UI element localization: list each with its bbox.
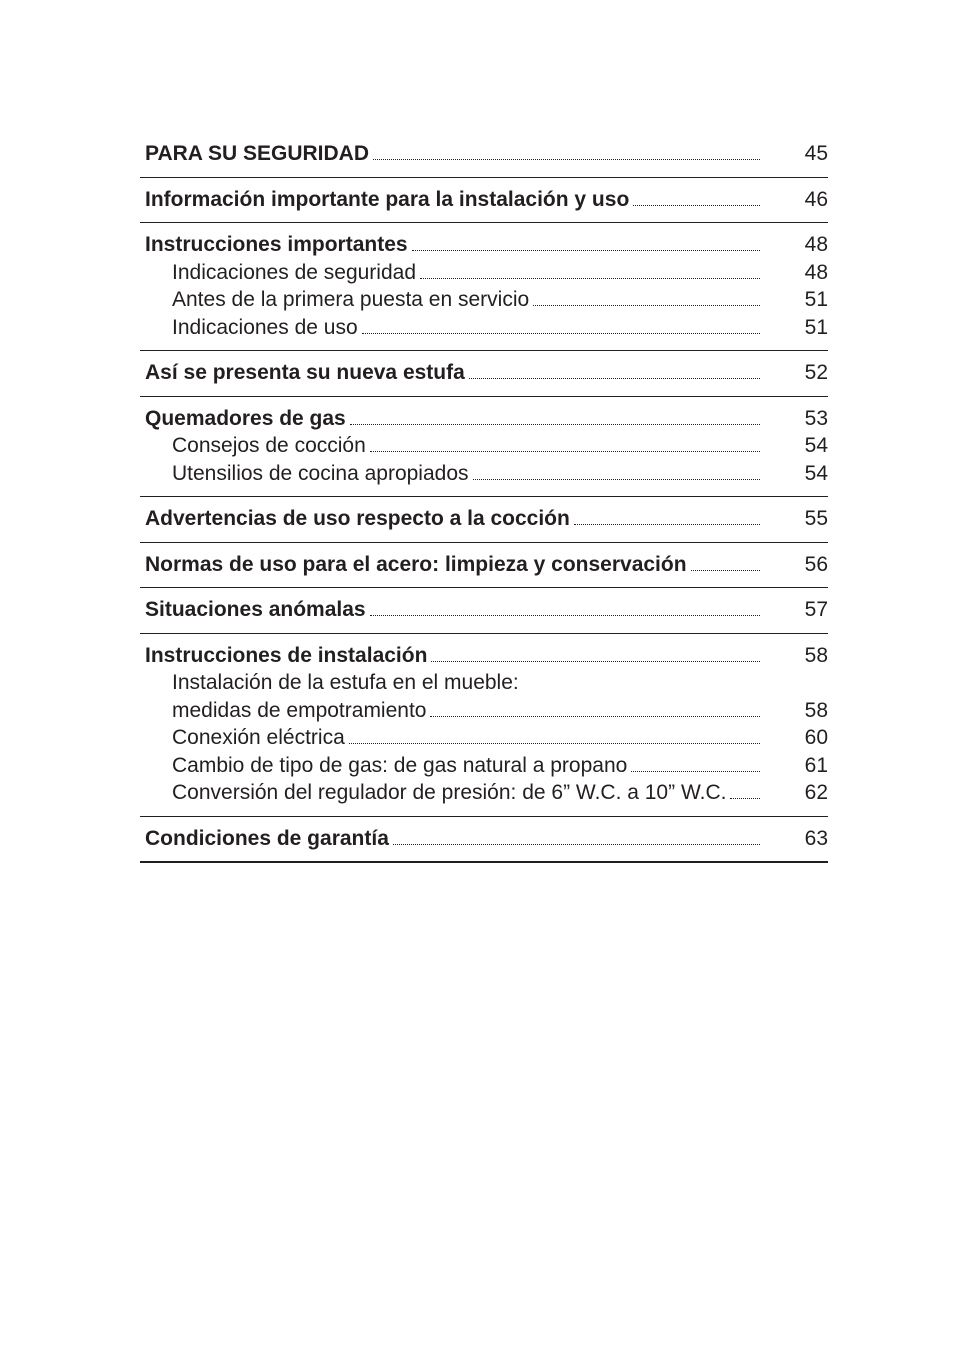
toc-entry-label: Consejos de cocción: [172, 434, 366, 457]
dot-leader: [473, 478, 760, 480]
toc-entry-label: Normas de uso para el acero: limpieza y conservación: [145, 552, 687, 576]
toc-entry-label: Antes de la primera puesta en servicio: [172, 288, 530, 311]
toc-sub-entry[interactable]: [140, 724, 828, 752]
dot-leader: [730, 797, 760, 799]
toc-section: [140, 397, 828, 498]
toc-heading-entry[interactable]: [140, 140, 828, 168]
toc-entry-label: Utensilios de cocina apropiados: [172, 461, 469, 485]
toc-sub-entry[interactable]: [140, 314, 828, 342]
toc-page-number: 56: [804, 552, 828, 576]
dot-leader: [370, 450, 760, 452]
dot-leader: [691, 569, 760, 571]
toc-page-number: 46: [804, 187, 828, 211]
dot-leader: [362, 332, 760, 334]
toc-page-number: 54: [804, 434, 828, 457]
toc-heading-entry[interactable]: [140, 825, 828, 853]
toc-page-number: 54: [804, 461, 828, 485]
toc-sub-entry[interactable]: [140, 697, 828, 725]
toc-entry-label: PARA SU SEGURIDAD: [145, 142, 370, 165]
toc-page-number: 61: [804, 753, 828, 777]
toc-heading-entry[interactable]: [140, 505, 828, 533]
dot-leader: [430, 715, 760, 717]
toc-page-number: 51: [804, 315, 828, 339]
toc-page-number: 63: [804, 826, 828, 850]
toc-heading-entry[interactable]: [140, 551, 828, 579]
toc-heading-entry[interactable]: [140, 596, 828, 624]
dot-leader: [431, 660, 760, 662]
dot-leader: [393, 843, 760, 845]
table-of-contents: [140, 132, 828, 863]
toc-section: [140, 351, 828, 397]
dot-leader: [631, 770, 760, 772]
toc-page-number: 58: [804, 643, 828, 667]
toc-section: [140, 588, 828, 634]
toc-entry-label: Condiciones de garantía: [145, 826, 389, 850]
toc-page-number: 52: [804, 361, 828, 384]
toc-entry-label: Advertencias de uso respecto a la cocción: [145, 507, 570, 530]
toc-sub-entry[interactable]: [140, 259, 828, 287]
toc-page-number: 58: [804, 698, 828, 722]
dot-leader: [533, 304, 760, 306]
toc-heading-entry[interactable]: [140, 231, 828, 259]
toc-entry-label: Conversión del regulador de presión: de 6” W.C. a 10” W.C.: [172, 781, 727, 804]
toc-page-number: 48: [804, 260, 828, 284]
dot-leader: [420, 277, 760, 279]
toc-entry-label: Instrucciones de instalación: [145, 643, 428, 667]
toc-heading-entry[interactable]: [140, 186, 828, 214]
toc-entry-label: Instrucciones importantes: [145, 233, 408, 256]
toc-entry-label: Indicaciones de seguridad: [172, 260, 417, 284]
toc-sub-entry[interactable]: [140, 432, 828, 460]
dot-leader: [469, 377, 760, 379]
toc-entry-label: Instalación de la estufa en el mueble:: [172, 671, 519, 694]
toc-sub-entry[interactable]: [140, 752, 828, 780]
toc-entry-label: Cambio de tipo de gas: de gas natural a propano: [172, 753, 628, 777]
dot-leader: [349, 742, 760, 744]
toc-section: [140, 543, 828, 589]
dot-leader: [373, 158, 760, 160]
toc-entry-label: Conexión eléctrica: [172, 726, 345, 749]
toc-page-number: 55: [804, 507, 828, 530]
toc-heading-entry[interactable]: [140, 642, 828, 670]
toc-sub-entry[interactable]: [140, 669, 828, 697]
dot-leader: [370, 614, 760, 616]
toc-sub-entry[interactable]: [140, 286, 828, 314]
toc-entry-label: Información importante para la instalación y uso: [145, 187, 630, 211]
toc-entry-label: Así se presenta su nueva estufa: [145, 361, 465, 384]
toc-page-number: 62: [804, 781, 828, 804]
toc-heading-entry[interactable]: [140, 359, 828, 387]
toc-section: [140, 178, 828, 224]
toc-entry-label: Quemadores de gas: [145, 406, 346, 430]
toc-section: [140, 497, 828, 543]
toc-page-number: 57: [804, 598, 828, 621]
toc-section: [140, 132, 828, 178]
dot-leader: [633, 204, 760, 206]
toc-entry-label: Situaciones anómalas: [145, 598, 366, 621]
toc-page-number: 45: [804, 142, 828, 165]
toc-section: [140, 817, 828, 864]
toc-page-number: 51: [804, 288, 828, 311]
toc-section: [140, 223, 828, 351]
dot-leader: [574, 523, 760, 525]
toc-section: [140, 634, 828, 817]
toc-sub-entry[interactable]: [140, 779, 828, 807]
toc-entry-label: Indicaciones de uso: [172, 315, 358, 339]
toc-page-number: 53: [804, 406, 828, 430]
toc-page-number: 48: [804, 233, 828, 256]
dot-leader: [350, 423, 760, 425]
dot-leader: [412, 249, 760, 251]
toc-heading-entry[interactable]: [140, 405, 828, 433]
toc-page-number: 60: [804, 726, 828, 749]
toc-sub-entry[interactable]: [140, 460, 828, 488]
toc-entry-label: medidas de empotramiento: [172, 698, 427, 722]
